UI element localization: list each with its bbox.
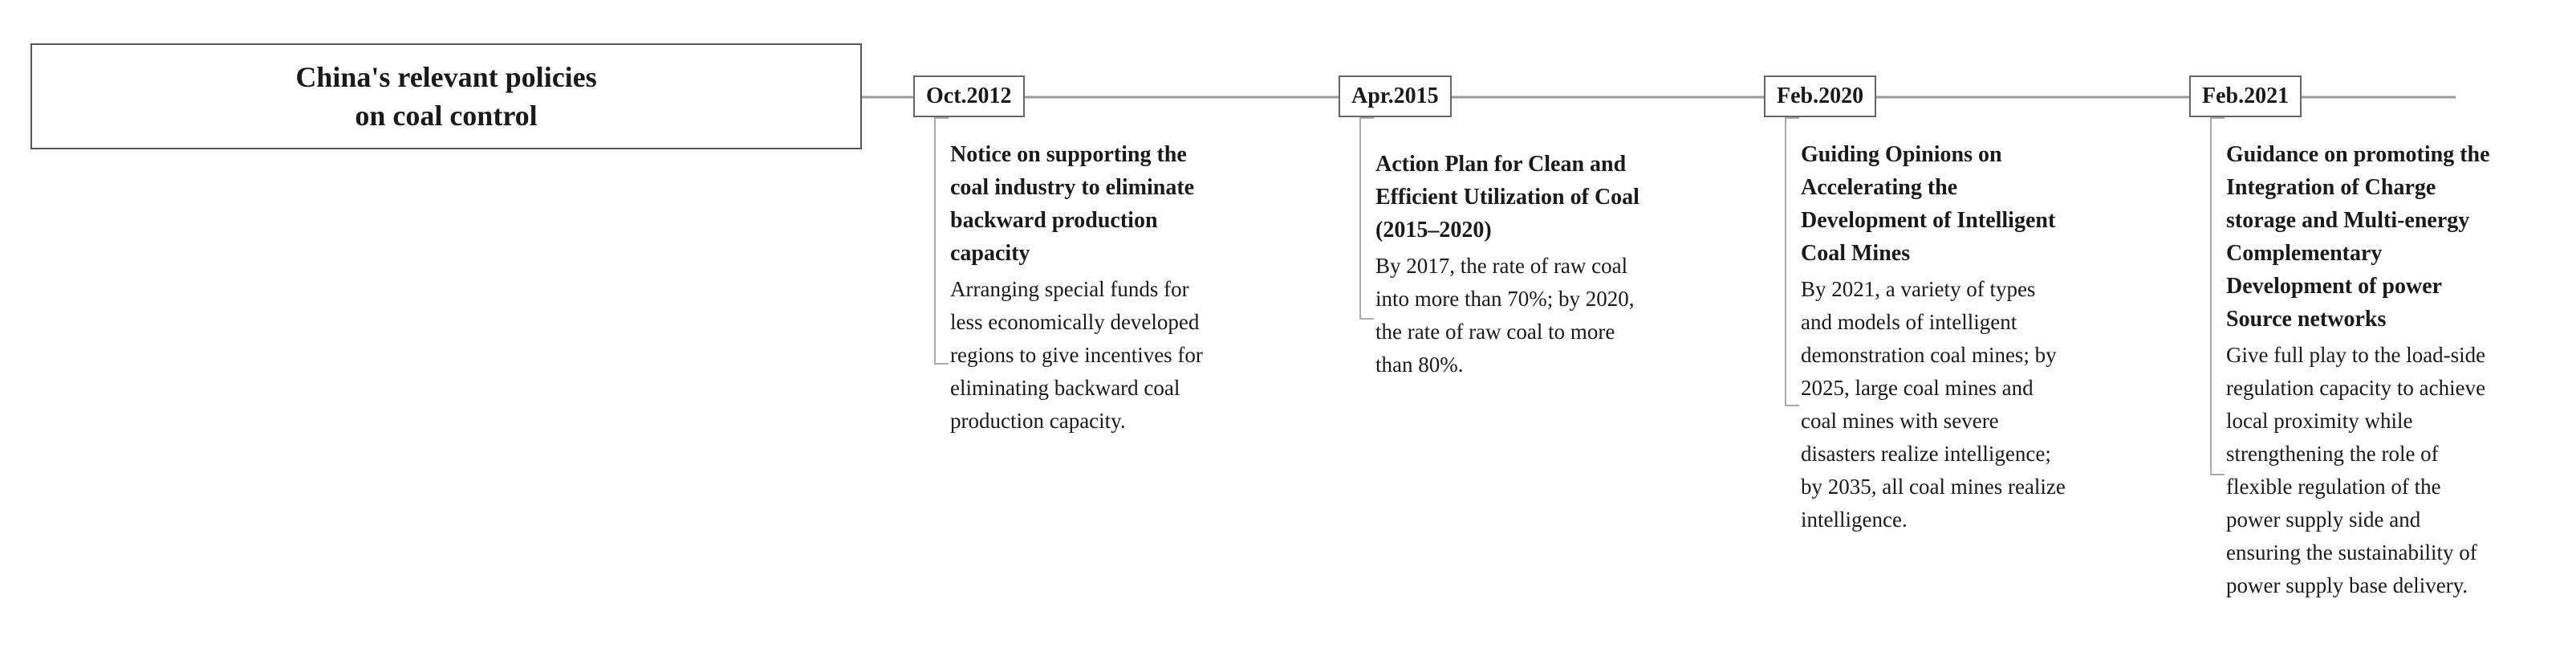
- event-description-line: By 2021, a variety of types: [1801, 277, 2036, 301]
- event-heading-line: Development of Intelligent: [1801, 208, 2056, 233]
- event-bracket: [2210, 117, 2225, 475]
- event-heading-line: storage and Multi-energy: [2226, 208, 2470, 233]
- event-heading-line: Integration of Charge: [2226, 175, 2436, 200]
- event-description: [1375, 250, 1639, 381]
- event-heading: [1375, 148, 1639, 247]
- event-heading-line: backward production: [950, 208, 1158, 233]
- event-heading: [2226, 138, 2490, 336]
- event-description-line: demonstration coal mines; by: [1801, 343, 2057, 367]
- event-description-line: ensuring the sustainability of: [2226, 540, 2477, 564]
- event-heading-line: Development of power: [2226, 274, 2443, 299]
- event-description-line: the rate of raw coal to more: [1375, 320, 1615, 344]
- event-heading-line: Guiding Opinions on: [1801, 142, 2002, 167]
- event-description-line: less economically developed: [950, 310, 1200, 334]
- event-bracket: [1359, 117, 1374, 320]
- event-heading-line: capacity: [950, 241, 1030, 266]
- event-description-line: regions to give incentives for: [950, 343, 1203, 367]
- event-description-line: intelligence.: [1801, 507, 1908, 532]
- event-description-line: disasters realize intelligence;: [1801, 442, 2051, 466]
- event-description-line: regulation capacity to achieve: [2226, 376, 2486, 400]
- event-description: [2226, 339, 2490, 602]
- event-entry-4: [2226, 138, 2490, 602]
- event-description-line: local proximity while: [2226, 409, 2413, 433]
- diagram-title-line-1: China's relevant policies: [295, 61, 597, 93]
- event-heading-line: Action Plan for Clean and: [1375, 152, 1627, 177]
- event-heading: [1801, 138, 2066, 270]
- event-date-feb-2020: Feb.2020: [1764, 75, 1876, 117]
- event-heading-line: Source networks: [2226, 307, 2387, 332]
- event-description-line: and models of intelligent: [1801, 310, 2017, 334]
- event-description-line: Give full play to the load-side: [2226, 343, 2486, 367]
- event-heading-line: Coal Mines: [1801, 241, 1911, 266]
- event-description-line: production capacity.: [950, 409, 1126, 433]
- event-date-feb-2021: Feb.2021: [2189, 75, 2302, 117]
- event-heading-line: Accelerating the: [1801, 175, 1958, 200]
- event-entry-1: [950, 138, 1203, 438]
- event-description-line: power supply side and: [2226, 507, 2421, 532]
- event-date-apr-2015: Apr.2015: [1339, 75, 1452, 117]
- event-description-line: flexible regulation of the: [2226, 475, 2441, 499]
- event-description-line: power supply base delivery.: [2226, 573, 2468, 597]
- event-heading: [950, 138, 1203, 270]
- event-description-line: 2025, large coal mines and: [1801, 376, 2034, 400]
- event-description-line: Arranging special funds for: [950, 277, 1189, 301]
- event-date-oct-2012: Oct.2012: [913, 75, 1025, 117]
- event-heading-line: Complementary: [2226, 241, 2383, 266]
- event-description-line: by 2035, all coal mines realize: [1801, 475, 2066, 499]
- event-heading-line: Efficient Utilization of Coal: [1375, 185, 1639, 210]
- event-heading-line: Notice on supporting the: [950, 142, 1187, 167]
- diagram-title-box: [30, 43, 862, 149]
- event-description-line: By 2017, the rate of raw coal: [1375, 254, 1628, 278]
- event-description-line: into more than 70%; by 2020,: [1375, 287, 1635, 311]
- event-entry-2: [1375, 148, 1639, 381]
- event-bracket: [934, 117, 949, 365]
- event-description-line: strengthening the role of: [2226, 442, 2439, 466]
- event-description-line: coal mines with severe: [1801, 409, 1999, 433]
- event-description: [1801, 273, 2066, 536]
- event-heading-line: Guidance on promoting the: [2226, 142, 2490, 167]
- event-description-line: than 80%.: [1375, 353, 1464, 377]
- event-description: [950, 273, 1203, 438]
- event-bracket: [1785, 117, 1799, 406]
- event-entry-3: [1801, 138, 2066, 536]
- event-heading-line: coal industry to eliminate: [950, 175, 1195, 200]
- event-description-line: eliminating backward coal: [950, 376, 1180, 400]
- event-heading-line: (2015–2020): [1375, 218, 1492, 242]
- diagram-title-line-2: on coal control: [355, 100, 538, 132]
